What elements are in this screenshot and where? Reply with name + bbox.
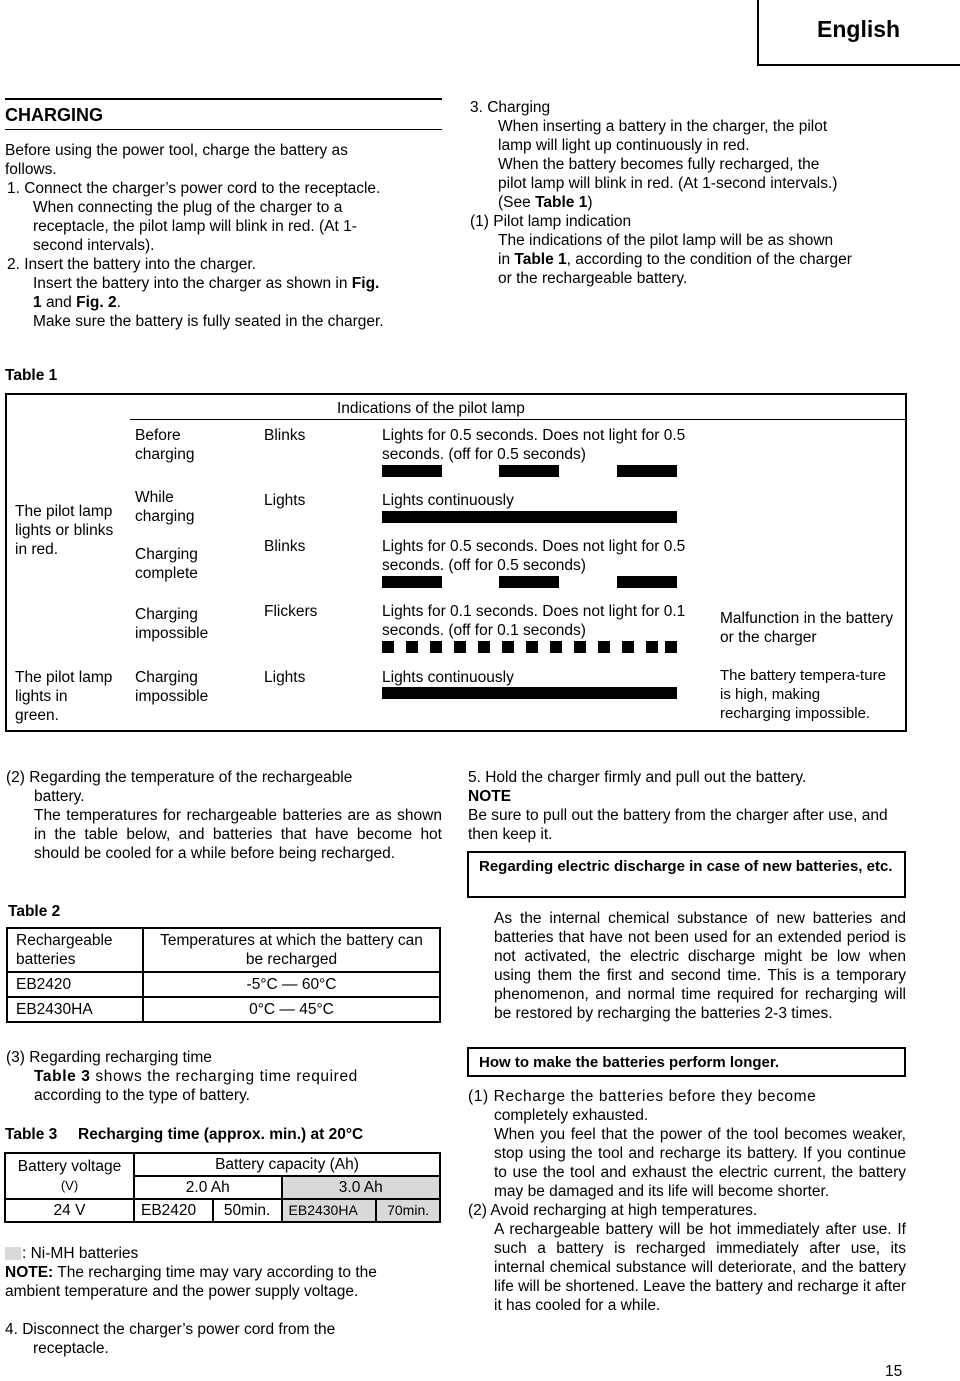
- battery-model: EB2430HA: [282, 1199, 377, 1222]
- table-1-label: Table 1: [5, 367, 58, 384]
- divider: [130, 419, 905, 420]
- language-label: English: [817, 16, 901, 42]
- divider: [5, 129, 442, 130]
- state-cell: Before charging: [135, 427, 195, 463]
- table-2-label: Table 2: [8, 903, 61, 920]
- battery-model: EB2420: [134, 1199, 213, 1222]
- tip-1-title: (1) Recharge the batteries before they become: [468, 1088, 817, 1105]
- battery-model: EB2420: [7, 972, 143, 997]
- tip-2-title: (2) Avoid recharging at high temperatures.: [468, 1202, 758, 1219]
- battery-model: EB2430HA: [7, 997, 143, 1022]
- step-3-text: When inserting a battery in the charger, the pilot: [498, 118, 828, 135]
- charging-intro: [5, 141, 445, 331]
- state-cell: While charging: [135, 489, 195, 525]
- voltage-head: [5, 1153, 134, 1199]
- sub-1-text: The indications of the pilot lamp will be as shown: [498, 232, 834, 249]
- lamp-on-bar: [382, 687, 677, 699]
- sub-1-post: , according to the condition of the charger: [566, 251, 852, 268]
- discharge-box: Regarding electric discharge in case of new batteries, etc.: [467, 851, 906, 898]
- divider: [5, 98, 442, 100]
- sub-1-text: [470, 250, 906, 269]
- note-label: NOTE: [468, 788, 512, 805]
- step-4: 4. Disconnect the charger’s power cord from the: [5, 1321, 336, 1338]
- fig-ref: Fig. 2: [76, 294, 117, 311]
- desc-cell: Lights continuously: [382, 669, 514, 686]
- recharge-time: 50min.: [213, 1199, 282, 1222]
- lamp-on-bar: [382, 465, 442, 477]
- legend-text: : Ni-MH batteries: [22, 1245, 139, 1262]
- table-2: [6, 927, 441, 1023]
- note-line: [5, 1263, 445, 1282]
- right-bottom-column: [468, 768, 906, 844]
- note-cell: Malfunction in the battery or the charger: [720, 610, 894, 646]
- table-2-head: Rechargeable batteries: [7, 928, 143, 972]
- mode-cell: Lights: [264, 669, 306, 686]
- tip-2-body: A rechargeable battery will be hot immediately after use. If such a battery is recharged immediately after use, its internal chemical substance will deteriorate, and the battery life will be shortened. Leave the battery and recharge it after it has cooled for a while.: [494, 1221, 906, 1314]
- lamp-on-bar: [499, 465, 559, 477]
- sub-1-pre: in: [498, 251, 511, 268]
- tip-1-body: When you feel that the power of the tool becomes weaker, stop using the tool and recharge its battery. If you continue to use the tool and exhaust the electric current, the battery may be damaged and its life will become shorter.: [494, 1126, 906, 1200]
- intro-line: Before using the power tool, charge the battery as: [5, 142, 348, 159]
- table-1: [5, 393, 907, 732]
- temp-body: The temperatures for rechargeable batteries are as shown in the table below, and batteries that have become hot should be cooled for a while before being recharged.: [34, 807, 442, 862]
- recharge-body: according to the type of battery.: [34, 1087, 250, 1104]
- tip-1-title: completely exhausted.: [494, 1107, 649, 1124]
- temp-range: -5°C — 60°C: [143, 972, 440, 997]
- table-ref: Table 1: [535, 194, 588, 211]
- voltage-unit: (V): [60, 1178, 79, 1193]
- see-table-ref: [470, 193, 906, 212]
- table-3-caption: Recharging time (approx. min.) at 20°C: [78, 1126, 364, 1143]
- recharge-time: 70min.: [376, 1199, 440, 1222]
- step-1: 1. Connect the charger’s power cord to the receptacle.: [7, 180, 381, 197]
- step-2-text-a: Insert the battery into the charger as shown in: [33, 275, 348, 292]
- step-4-text: receptacle.: [33, 1340, 109, 1357]
- mode-cell: Blinks: [264, 538, 306, 555]
- longer-box: How to make the batteries perform longer.: [467, 1047, 906, 1077]
- state-cell: Charging impossible: [135, 606, 209, 642]
- voltage-value: 24 V: [5, 1199, 134, 1222]
- table-ref: Table 1: [514, 251, 567, 268]
- step-1-text: When connecting the plug of the charger to a: [33, 199, 343, 216]
- mode-cell: Blinks: [264, 427, 306, 444]
- step-2: 2. Insert the battery into the charger.: [7, 256, 257, 273]
- discharge-paragraph: As the internal chemical substance of new batteries and batteries that have not been used for an extended period is not activated, the electric discharge might be low when using them the first and second time. This is a temporary phenomenon, and normal time required for recharging will be restored by recharging the batteries 2-3 times.: [494, 910, 906, 1022]
- sub-1-title: (1) Pilot lamp indication: [470, 213, 632, 230]
- note-label: NOTE:: [5, 1264, 54, 1281]
- step-3-title: 3. Charging: [470, 99, 551, 116]
- voltage-label: Battery voltage: [17, 1158, 122, 1175]
- temp-title: (2) Regarding the temperature of the rechargeable: [6, 769, 353, 786]
- step-1-text: receptacle, the pilot lamp will blink in red. (At 1-: [33, 218, 357, 235]
- green-group-label: The pilot lamp lights in green.: [15, 669, 113, 724]
- capacity-head: Battery capacity (Ah): [134, 1153, 440, 1176]
- temp-range: 0°C — 45°C: [143, 997, 440, 1022]
- table-1-header: Indications of the pilot lamp: [337, 400, 525, 417]
- table-3: [4, 1152, 441, 1223]
- step-2-text: 1 and Fig. 2.: [33, 294, 121, 311]
- step-5: 5. Hold the charger firmly and pull out the battery.: [468, 769, 807, 786]
- temperature-section: [6, 768, 442, 863]
- sub-1-text: or the rechargeable battery.: [498, 270, 688, 287]
- recharge-body-a: shows the recharging time required: [95, 1068, 358, 1085]
- mode-cell: Flickers: [264, 603, 318, 620]
- capacity-2ah: 2.0 Ah: [134, 1176, 282, 1199]
- step-1-text: second intervals).: [33, 237, 155, 254]
- note-line: ambient temperature and the power supply voltage.: [5, 1283, 359, 1300]
- note-text: The recharging time may vary according to the: [53, 1264, 377, 1281]
- note-cell: The battery tempera-ture is high, making recharging impossible.: [720, 667, 886, 722]
- table-2-head: Temperatures at which the battery can be recharged: [143, 928, 440, 972]
- lamp-on-bar: [499, 576, 559, 588]
- desc-cell: Lights for 0.1 seconds. Does not light for 0.1 seconds. (off for 0.1 seconds): [382, 603, 686, 639]
- section-heading: CHARGING: [5, 105, 103, 125]
- state-cell: Charging impossible: [135, 669, 209, 705]
- lamp-on-bar: [382, 576, 442, 588]
- step-2-text: [5, 274, 445, 293]
- lamp-on-bar: [617, 465, 677, 477]
- step-3-text: lamp will light up continuously in red.: [498, 137, 750, 154]
- intro-line: follows.: [5, 161, 57, 178]
- table-ref: Table 3: [34, 1068, 91, 1085]
- see-post: ): [587, 194, 593, 211]
- table-3-label: Table 3: [5, 1126, 58, 1143]
- note-text: Be sure to pull out the battery from the charger after use, and then keep it.: [468, 807, 888, 843]
- mode-cell: Lights: [264, 492, 306, 509]
- fig-ref: Fig.: [351, 275, 380, 292]
- step-2-text: Make sure the battery is fully seated in the charger.: [33, 313, 384, 330]
- recharge-time-section: [6, 1048, 442, 1105]
- step-3-text: pilot lamp will blink in red. (At 1-second intervals.): [498, 175, 838, 192]
- desc-cell: Lights for 0.5 seconds. Does not light for 0.5 seconds. (off for 0.5 seconds): [382, 538, 686, 574]
- step-3-text: When the battery becomes fully recharged, the: [498, 156, 820, 173]
- capacity-3ah: 3.0 Ah: [282, 1176, 440, 1199]
- lamp-on-bar: [382, 511, 677, 523]
- page-number: 15: [885, 1363, 903, 1380]
- bottom-note: [5, 1263, 445, 1358]
- red-group-label: The pilot lamp lights or blinks in red.: [15, 503, 114, 558]
- flicker-bars: [382, 641, 682, 653]
- fig-ref: 1: [33, 294, 42, 311]
- grey-legend-swatch: [5, 1247, 21, 1260]
- temp-title: battery.: [34, 788, 85, 805]
- see-pre: (See: [498, 194, 531, 211]
- charging-step-3: [470, 98, 906, 288]
- desc-cell: Lights for 0.5 seconds. Does not light for 0.5 seconds. (off for 0.5 seconds): [382, 427, 686, 463]
- lamp-on-bar: [617, 576, 677, 588]
- language-tab: [757, 0, 960, 66]
- and-text: and: [45, 294, 72, 311]
- state-cell: Charging complete: [135, 546, 198, 582]
- recharge-title: (3) Regarding recharging time: [6, 1049, 212, 1066]
- recharge-body: [6, 1067, 442, 1086]
- longer-section: [468, 1087, 906, 1315]
- desc-cell: Lights continuously: [382, 492, 514, 509]
